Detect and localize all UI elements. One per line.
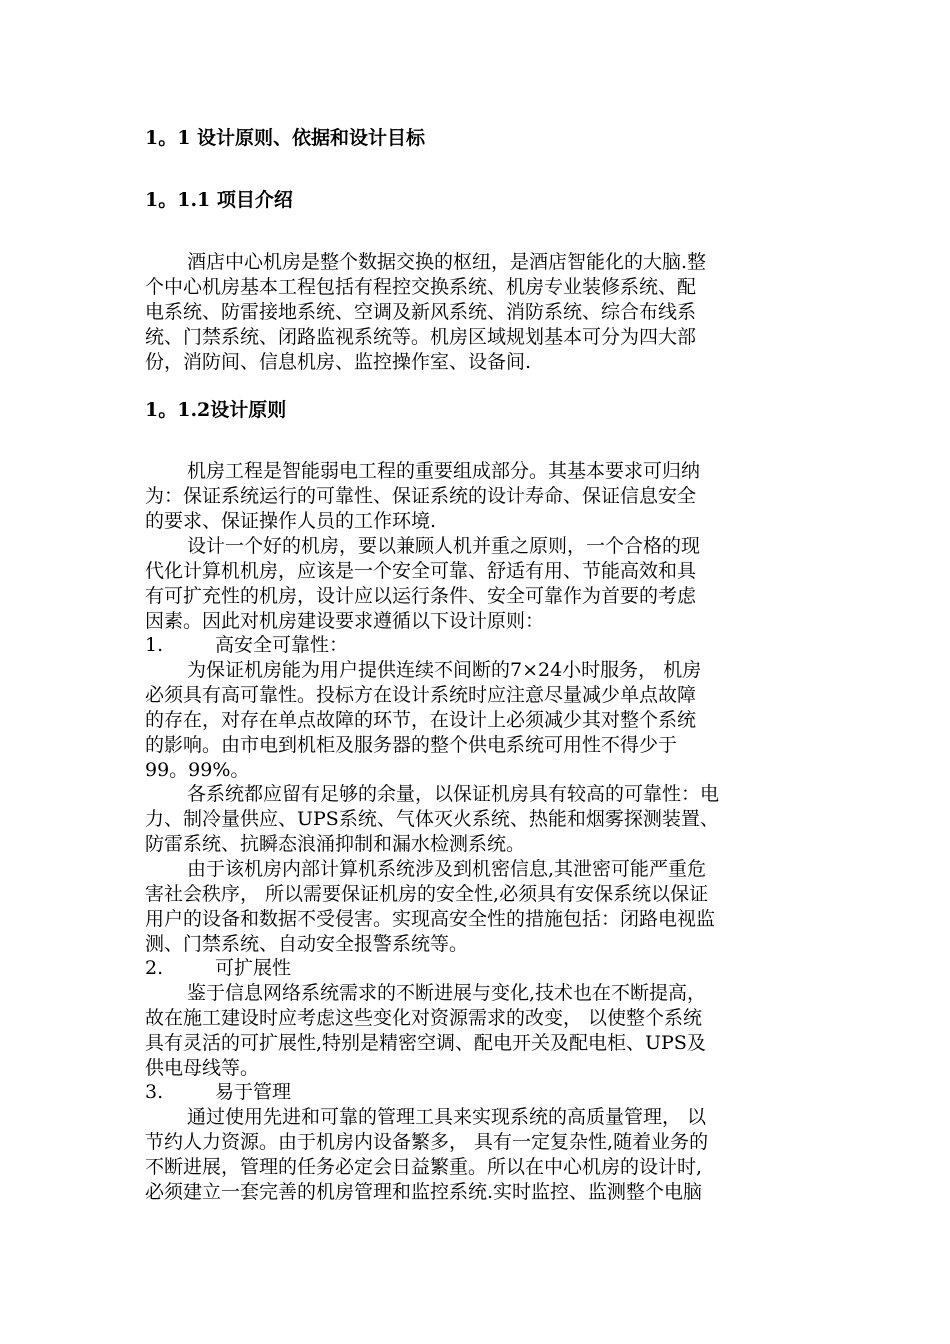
paragraph-line: 必须建立一套完善的机房管理和监控系统.实时监控、监测整个电脑 (145, 1181, 703, 1203)
paragraph-line: 个中心机房基本工程包括有程控交换系统、机房专业装修系统、配 (145, 276, 697, 298)
list-item-1 (145, 633, 348, 657)
list-label: 高安全可靠性： (215, 634, 349, 656)
paragraph-line: 的要求、保证操作人员的工作环境. (145, 510, 437, 532)
list-label: 易于管理 (215, 1081, 292, 1103)
list-number: 3. (145, 1081, 164, 1103)
paragraph-line: 鉴于信息网络系统需求的不断进展与变化,技术也在不断提高， (187, 982, 707, 1004)
section-heading-1-1: 1。1 设计原则、依据和设计目标 (145, 127, 426, 149)
paragraph-line: 力、制冷量供应、UPS系统、气体灭火系统、热能和烟雾探测装置、 (145, 808, 719, 830)
list-item-3 (145, 1080, 291, 1104)
paragraph-line: 机房工程是智能弱电工程的重要组成部分。其基本要求可归纳 (187, 460, 701, 482)
paragraph-line: 的影响。由市电到机柜及服务器的整个供电系统可用性不得少于 (145, 734, 678, 756)
paragraph-line: 供电母线等。 (145, 1057, 260, 1079)
paragraph-line: 电系统、防雷接地系统、空调及新风系统、消防系统、综合布线系 (145, 301, 697, 323)
paragraph-line: 代化计算机机房，应该是一个安全可靠、舒适有用、节能高效和具 (145, 560, 697, 582)
paragraph-line: 有可扩充性的机房，设计应以运行条件、安全可靠作为首要的考虑 (145, 585, 697, 607)
paragraph-line: 统、门禁系统、闭路监视系统等。机房区域规划基本可分为四大部 (145, 326, 697, 348)
paragraph-line: 用户的设备和数据不受侵害。实现高安全性的措施包括：闭路电视监 (145, 908, 716, 930)
paragraph-line: 测、门禁系统、自动安全报警系统等。 (145, 933, 469, 955)
paragraph-line: 为保证机房能为用户提供连续不间断的7×24小时服务， 机房 (187, 659, 702, 681)
list-label: 可扩展性 (215, 957, 292, 979)
section-heading-1-1-2: 1。1.2设计原则 (145, 399, 287, 421)
paragraph-line: 通过使用先进和可靠的管理工具来实现系统的高质量管理， 以 (187, 1106, 707, 1128)
list-number: 1. (145, 634, 164, 656)
paragraph-line: 酒店中心机房是整个数据交换的枢纽，是酒店智能化的大脑.整 (187, 251, 707, 273)
paragraph-line: 害社会秩序， 所以需要保证机房的安全性,必须具有安保系统以保证 (145, 883, 709, 905)
paragraph-line: 具有灵活的可扩展性,特别是精密空调、配电开关及配电柜、UPS及 (145, 1032, 706, 1054)
paragraph-line: 各系统都应留有足够的余量，以保证机房具有较高的可靠性：电 (187, 783, 720, 805)
list-number: 2. (145, 957, 164, 979)
paragraph-line: 99。99%。 (145, 759, 250, 781)
paragraph-line: 因素。因此对机房建设要求遵循以下设计原则： (145, 610, 545, 632)
paragraph-line: 故在施工建设时应考虑这些变化对资源需求的改变， 以使整个系统 (145, 1007, 703, 1029)
section-heading-1-1-1: 1。1.1 项目介绍 (145, 189, 293, 211)
paragraph-line: 必须具有高可靠性。投标方在设计系统时应注意尽量减少单点故障 (145, 684, 697, 706)
paragraph-line: 由于该机房内部计算机系统涉及到机密信息,其泄密可能严重危 (187, 858, 707, 880)
paragraph-line: 设计一个好的机房，要以兼顾人机并重之原则，一个合格的现 (187, 535, 701, 557)
paragraph-line: 节约人力资源。由于机房内设备繁多， 具有一定复杂性,随着业务的 (145, 1131, 709, 1153)
paragraph-line: 不断进展，管理的任务必定会日益繁重。所以在中心机房的设计时, (145, 1156, 703, 1178)
list-item-2 (145, 956, 291, 980)
paragraph-line: 防雷系统、抗瞬态浪涌抑制和漏水检测系统。 (145, 833, 526, 855)
paragraph-line: 为：保证系统运行的可靠性、保证系统的设计寿命、保证信息安全 (145, 485, 697, 507)
paragraph-line: 的存在，对存在单点故障的环节，在设计上必须减少其对整个系统 (145, 709, 697, 731)
paragraph-line: 份，消防间、信息机房、监控操作室、设备间. (145, 351, 532, 373)
